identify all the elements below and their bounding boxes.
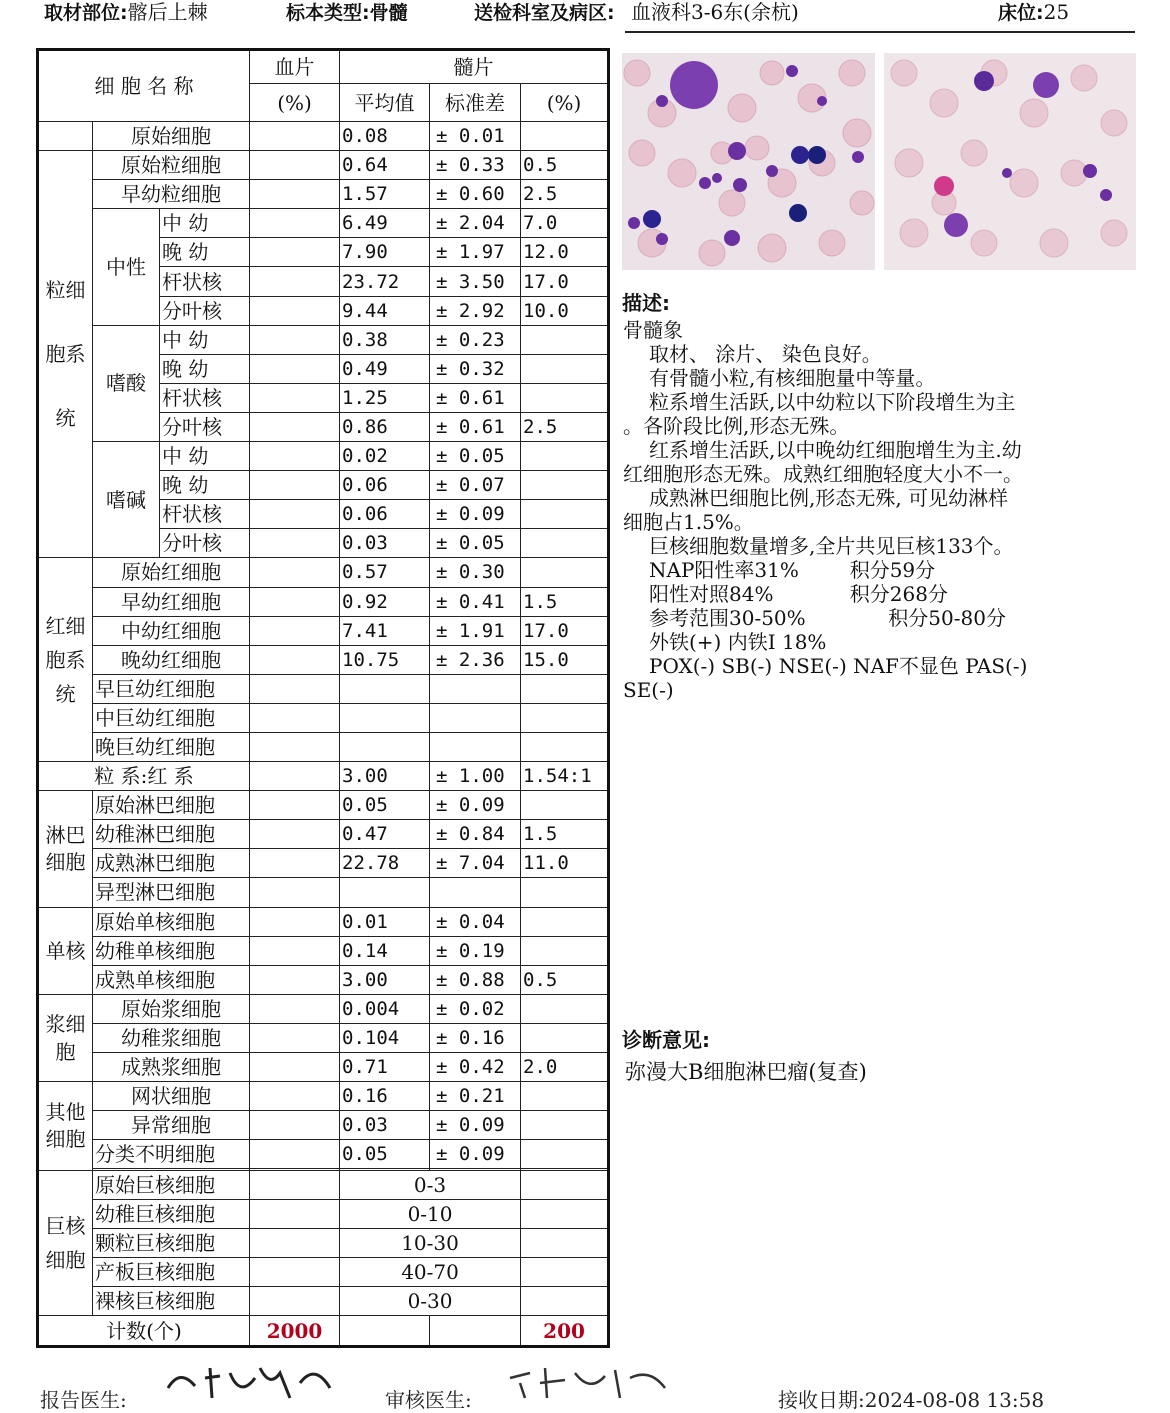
row-label: 晚巨幼红细胞 xyxy=(93,732,250,761)
row-label: 颗粒巨核细胞 xyxy=(93,1228,250,1257)
description-line: 红系增生活跃,以中晚幼红细胞增生为主.幼 xyxy=(649,438,1022,462)
mean-value: 0.64 xyxy=(340,151,430,180)
table-row xyxy=(38,1258,609,1287)
table-row xyxy=(38,180,609,209)
subgroup-label-neutrophil: 中性 xyxy=(93,209,160,325)
group-label-lymphocyte: 淋巴细胞 xyxy=(38,791,93,907)
sd-value: ± 0.84 xyxy=(430,820,521,849)
description-line: 。各阶段比例,形态无殊。 xyxy=(623,414,850,438)
mean-value: 0.57 xyxy=(340,558,430,587)
table-row xyxy=(38,1053,609,1082)
reporter-signature xyxy=(160,1358,340,1407)
row-label: 早幼粒细胞 xyxy=(93,180,250,209)
sd-value: ± 1.91 xyxy=(430,616,521,645)
mean-value: 0.47 xyxy=(340,820,430,849)
sd-value: ± 0.88 xyxy=(430,965,521,994)
sd-value: ± 0.30 xyxy=(430,558,521,587)
description-line: 外铁(+) 内铁Ⅰ 18% xyxy=(649,630,827,654)
group-label-plasma: 浆细胞 xyxy=(38,994,93,1081)
row-label: 原始单核细胞 xyxy=(93,907,250,936)
sd-value: ± 0.21 xyxy=(430,1082,521,1111)
reviewer-label: 审核医生: xyxy=(385,1388,472,1412)
marrow-pct-value: 1.54:1 xyxy=(521,762,609,791)
marrow-pct-value: 1.5 xyxy=(521,587,609,616)
row-label: 早巨幼红细胞 xyxy=(93,674,250,703)
marrow-pct-value: 17.0 xyxy=(521,267,609,296)
subgroup-label-basophil: 嗜碱 xyxy=(93,442,160,558)
mean-value: 1.25 xyxy=(340,383,430,412)
table-row xyxy=(38,209,609,238)
table-row xyxy=(38,558,609,587)
header-mean: 平均值 xyxy=(340,84,430,122)
micrograph-left-image xyxy=(622,53,875,270)
row-label: 晚幼红细胞 xyxy=(93,645,250,674)
reviewer-signature xyxy=(505,1358,675,1407)
mean-value: 0.05 xyxy=(340,1140,430,1169)
description-line: 取材、 涂片、 染色良好。 xyxy=(649,342,882,366)
sd-value: ± 0.09 xyxy=(430,1111,521,1140)
type-label: 标本类型: xyxy=(286,2,370,24)
mean-value: 0.86 xyxy=(340,412,430,441)
reference-range: 0-3 xyxy=(340,1170,521,1199)
sd-value: ± 0.16 xyxy=(430,1023,521,1052)
table-row xyxy=(38,325,609,354)
received-label: 接收日期: xyxy=(778,1388,865,1412)
sd-value: ± 0.19 xyxy=(430,936,521,965)
table-row xyxy=(38,762,609,791)
marrow-pct-value xyxy=(521,791,609,820)
marrow-pct-value: 0.5 xyxy=(521,965,609,994)
mean-value: 0.02 xyxy=(340,442,430,471)
table-row xyxy=(38,965,609,994)
row-label: 晚 幼 xyxy=(160,354,250,383)
mean-value: 0.05 xyxy=(340,791,430,820)
mean-value: 0.03 xyxy=(340,1111,430,1140)
table-row xyxy=(38,616,609,645)
marrow-pct-value: 2.5 xyxy=(521,180,609,209)
sd-value: ± 7.04 xyxy=(430,849,521,878)
micrograph-right-image xyxy=(884,53,1136,270)
row-label: 中幼红细胞 xyxy=(93,616,250,645)
group-label-granulocyte: 粒细胞系统 xyxy=(38,151,93,558)
marrow-pct-value xyxy=(521,1111,609,1140)
row-label: 中 幼 xyxy=(160,442,250,471)
sd-value: ± 1.00 xyxy=(430,762,521,791)
row-label: 异型淋巴细胞 xyxy=(93,878,250,907)
sd-value: ± 0.05 xyxy=(430,529,521,558)
row-label: 分叶核 xyxy=(160,529,250,558)
header-dept xyxy=(474,0,799,30)
row-label: 杆状核 xyxy=(160,383,250,412)
mean-value: 0.38 xyxy=(340,325,430,354)
description-line: 阳性对照84% 积分268分 xyxy=(649,582,948,606)
dept-label: 送检科室及病区: xyxy=(474,2,615,24)
header-site xyxy=(44,0,208,30)
row-label: 产板巨核细胞 xyxy=(93,1258,250,1287)
mean-value: 3.00 xyxy=(340,965,430,994)
description-line: 参考范围30-50% 积分50-80分 xyxy=(649,606,1006,630)
row-label: 幼稚浆细胞 xyxy=(93,1023,250,1052)
marrow-pct-value: 7.0 xyxy=(521,209,609,238)
micrograph-left xyxy=(622,53,875,270)
header-blood: 血片 xyxy=(250,50,340,84)
marrow-pct-value xyxy=(521,354,609,383)
sd-value: ± 0.32 xyxy=(430,354,521,383)
row-label: 中巨幼红细胞 xyxy=(93,703,250,732)
row-label: 异常细胞 xyxy=(93,1111,250,1140)
mean-value: 0.71 xyxy=(340,1053,430,1082)
diagnosis-label: 诊断意见: xyxy=(622,1028,710,1052)
row-label: 原始红细胞 xyxy=(93,558,250,587)
row-label: 幼稚单核细胞 xyxy=(93,936,250,965)
mean-value: 7.41 xyxy=(340,616,430,645)
sd-value: ± 0.09 xyxy=(430,1140,521,1169)
reference-range: 0-30 xyxy=(340,1287,521,1316)
header-cell-name: 细 胞 名 称 xyxy=(38,50,250,122)
reference-range: 10-30 xyxy=(340,1228,521,1257)
marrow-pct-value xyxy=(521,500,609,529)
header-type xyxy=(286,0,408,30)
sd-value: ± 2.92 xyxy=(430,296,521,325)
table-row xyxy=(38,732,609,761)
marrow-pct-value: 0.5 xyxy=(521,151,609,180)
row-label: 成熟淋巴细胞 xyxy=(93,849,250,878)
description-line: 红细胞形态无殊。成熟红细胞轻度大小不一。 xyxy=(623,462,1023,486)
table-row xyxy=(38,703,609,732)
description-line: 巨核细胞数量增多,全片共见巨核133个。 xyxy=(649,534,1014,558)
mean-value: 0.06 xyxy=(340,471,430,500)
table-row xyxy=(38,151,609,180)
table-row xyxy=(38,907,609,936)
sd-value: ± 1.97 xyxy=(430,238,521,267)
table-row xyxy=(38,1170,609,1199)
row-label: 原始淋巴细胞 xyxy=(93,791,250,820)
mean-value: 23.72 xyxy=(340,267,430,296)
sd-value: ± 0.33 xyxy=(430,151,521,180)
sd-value: ± 0.60 xyxy=(430,180,521,209)
bed-value: 25 xyxy=(1043,0,1070,24)
mean-value: 3.00 xyxy=(340,762,430,791)
group-label-megakaryocyte: 巨核细胞 xyxy=(38,1170,93,1315)
mean-value: 0.49 xyxy=(340,354,430,383)
site-value: 髂后上棘 xyxy=(127,0,208,24)
mean-value: 7.90 xyxy=(340,238,430,267)
table-row xyxy=(38,994,609,1023)
dept-value: 血液科3-6东(余杭) xyxy=(630,0,799,24)
table-row xyxy=(38,1023,609,1052)
sd-value: ± 0.61 xyxy=(430,383,521,412)
count-label: 计数(个) xyxy=(38,1316,250,1347)
table-row xyxy=(38,820,609,849)
marrow-pct-value: 15.0 xyxy=(521,645,609,674)
sd-value: ± 3.50 xyxy=(430,267,521,296)
sd-value: ± 0.41 xyxy=(430,587,521,616)
mean-value: 10.75 xyxy=(340,645,430,674)
reporter-signature-image xyxy=(160,1358,340,1403)
group-label-erythroid: 红细胞系统 xyxy=(38,558,93,762)
description-line: NAP阳性率31% 积分59分 xyxy=(649,558,936,582)
description-line: 成熟淋巴细胞比例,形态无殊, 可见幼淋样 xyxy=(649,486,1009,510)
description-line: 有骨髓小粒,有核细胞量中等量。 xyxy=(649,366,936,390)
header-marrow-pct: (%) xyxy=(521,84,609,122)
description-line: POX(-) SB(-) NSE(-) NAF不显色 PAS(-) xyxy=(649,654,1028,678)
marrow-pct-value: 2.5 xyxy=(521,412,609,441)
sd-value: ± 2.36 xyxy=(430,645,521,674)
count-marrow: 200 xyxy=(521,1316,609,1347)
diagnosis-text: 弥漫大B细胞淋巴瘤(复查) xyxy=(625,1060,867,1084)
sd-value: ± 0.02 xyxy=(430,994,521,1023)
header-blood-pct: (%) xyxy=(250,84,340,122)
mean-value: 0.004 xyxy=(340,994,430,1023)
mean-value: 22.78 xyxy=(340,849,430,878)
table-row xyxy=(38,1140,609,1169)
description-line: 粒系增生活跃,以中幼粒以下阶段增生为主 xyxy=(649,390,1016,414)
row-label: 原始浆细胞 xyxy=(93,994,250,1023)
header-marrow: 髓片 xyxy=(340,50,609,84)
row-label: 早幼红细胞 xyxy=(93,587,250,616)
row-label: 晚 幼 xyxy=(160,471,250,500)
group-label-monocyte: 单核 xyxy=(38,907,93,994)
marrow-pct-value xyxy=(521,1023,609,1052)
table-row xyxy=(38,1287,609,1316)
row-label: 晚 幼 xyxy=(160,238,250,267)
sd-value: ± 0.23 xyxy=(430,325,521,354)
sd-value: ± 0.42 xyxy=(430,1053,521,1082)
row-label: 原始粒细胞 xyxy=(93,151,250,180)
empty-cell xyxy=(38,122,93,151)
table-row xyxy=(38,1111,609,1140)
sd-value: ± 0.09 xyxy=(430,791,521,820)
row-label: 成熟浆细胞 xyxy=(93,1053,250,1082)
mean-value: 9.44 xyxy=(340,296,430,325)
row-label: 中 幼 xyxy=(160,209,250,238)
table-row xyxy=(38,791,609,820)
marrow-pct-value: 2.0 xyxy=(521,1053,609,1082)
sd-value: ± 0.05 xyxy=(430,442,521,471)
sd-value: ± 0.04 xyxy=(430,907,521,936)
table-row xyxy=(38,122,609,151)
marrow-pct-value xyxy=(521,122,609,151)
type-value: 骨髓 xyxy=(369,2,408,24)
marrow-pct-value xyxy=(521,558,609,587)
subgroup-label-eosinophil: 嗜酸 xyxy=(93,325,160,441)
bed-label: 床位: xyxy=(998,2,1044,24)
mean-value: 0.16 xyxy=(340,1082,430,1111)
table-row xyxy=(38,1199,609,1228)
mean-value: 0.92 xyxy=(340,587,430,616)
row-label: 杆状核 xyxy=(160,500,250,529)
description-line: 细胞占1.5%。 xyxy=(623,510,754,534)
reviewer-signature-image xyxy=(505,1358,675,1403)
table-row xyxy=(38,849,609,878)
table-row xyxy=(38,936,609,965)
micrograph-right xyxy=(884,53,1136,270)
row-label: 粒 系:红 系 xyxy=(38,762,250,791)
table-row xyxy=(38,1082,609,1111)
row-label: 幼稚淋巴细胞 xyxy=(93,820,250,849)
row-label: 成熟单核细胞 xyxy=(93,965,250,994)
description-label: 描述: xyxy=(622,291,670,315)
sd-value: ± 0.01 xyxy=(430,122,521,151)
sd-value: ± 0.07 xyxy=(430,471,521,500)
header-sd: 标准差 xyxy=(430,84,521,122)
description-line: SE(-) xyxy=(623,678,674,702)
sd-value: ± 0.09 xyxy=(430,500,521,529)
group-label-other: 其他细胞 xyxy=(38,1082,93,1171)
reference-range: 40-70 xyxy=(340,1258,521,1287)
reporter-label: 报告医生: xyxy=(40,1388,127,1412)
marrow-pct-value: 12.0 xyxy=(521,238,609,267)
row-label: 分叶核 xyxy=(160,412,250,441)
mean-value: 1.57 xyxy=(340,180,430,209)
cell-count-table xyxy=(36,48,610,1348)
mean-value: 6.49 xyxy=(340,209,430,238)
table-row xyxy=(38,587,609,616)
mean-value: 0.06 xyxy=(340,500,430,529)
row-label: 分叶核 xyxy=(160,296,250,325)
marrow-pct-value: 11.0 xyxy=(521,849,609,878)
site-label: 取材部位: xyxy=(44,2,128,24)
row-label: 分类不明细胞 xyxy=(93,1140,250,1169)
count-blood: 2000 xyxy=(250,1316,340,1347)
row-label: 杆状核 xyxy=(160,267,250,296)
marrow-pct-value: 10.0 xyxy=(521,296,609,325)
sd-value: ± 0.61 xyxy=(430,412,521,441)
marrow-pct-value: 1.5 xyxy=(521,820,609,849)
sd-value: ± 2.04 xyxy=(430,209,521,238)
marrow-pct-value xyxy=(521,325,609,354)
table-row xyxy=(38,645,609,674)
marrow-pct-value xyxy=(521,471,609,500)
received-value: 2024-08-08 13:58 xyxy=(864,1388,1045,1412)
marrow-pct-value xyxy=(521,442,609,471)
marrow-pct-value xyxy=(521,529,609,558)
marrow-pct-value xyxy=(521,1082,609,1111)
table-row xyxy=(38,878,609,907)
row-label: 原始巨核细胞 xyxy=(93,1170,250,1199)
reference-range: 0-10 xyxy=(340,1199,521,1228)
marrow-pct-value: 17.0 xyxy=(521,616,609,645)
mean-value: 0.14 xyxy=(340,936,430,965)
row-label: 原始细胞 xyxy=(93,122,250,151)
marrow-pct-value xyxy=(521,907,609,936)
row-label: 中 幼 xyxy=(160,325,250,354)
mean-value: 0.08 xyxy=(340,122,430,151)
description-line: 骨髓象 xyxy=(623,318,683,342)
table-row xyxy=(38,674,609,703)
table-row-count xyxy=(38,1316,609,1347)
description-text xyxy=(623,318,1153,702)
table-row xyxy=(38,1228,609,1257)
row-label: 幼稚巨核细胞 xyxy=(93,1199,250,1228)
row-label: 网状细胞 xyxy=(93,1082,250,1111)
header-bed xyxy=(998,0,1069,30)
header-rule xyxy=(625,31,1135,33)
marrow-pct-value xyxy=(521,1140,609,1169)
marrow-pct-value xyxy=(521,383,609,412)
marrow-pct-value xyxy=(521,994,609,1023)
mean-value: 0.104 xyxy=(340,1023,430,1052)
table-row xyxy=(38,442,609,471)
mean-value: 0.03 xyxy=(340,529,430,558)
marrow-pct-value xyxy=(521,936,609,965)
row-label: 裸核巨核细胞 xyxy=(93,1287,250,1316)
received-date xyxy=(778,1384,1044,1413)
mean-value: 0.01 xyxy=(340,907,430,936)
